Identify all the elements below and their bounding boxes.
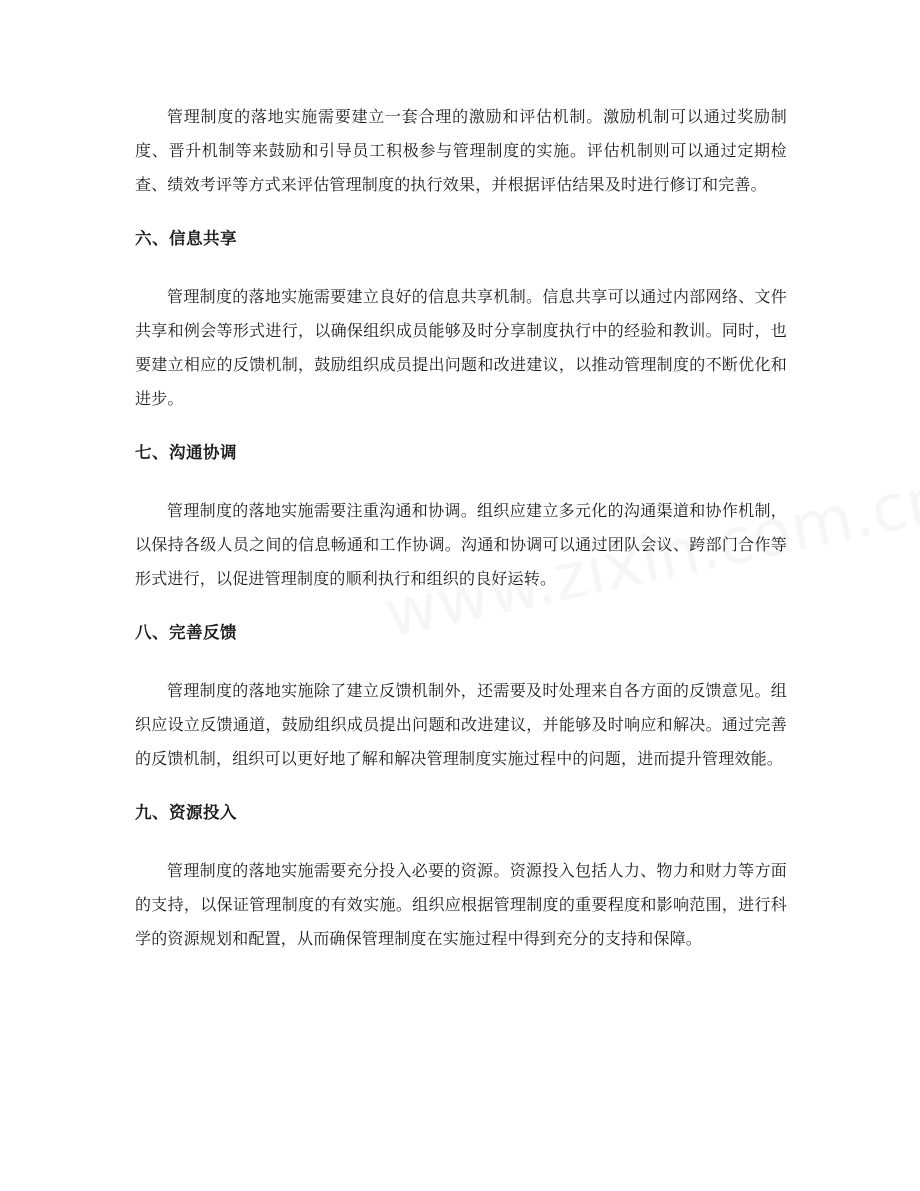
heading-resource-investment: 九、资源投入 <box>135 803 237 822</box>
paragraph-resource-investment: 管理制度的落地实施需要充分投入必要的资源。资源投入包括人力、物力和财力等方面的支持，以保证管理制度的有效实施。组织应根据管理制度的重要程度和影响范围，进行科学的资源规划和配置，从而确保管理制度在实施过程中得到充分的支持和保障。 <box>135 861 787 948</box>
heading-information-sharing: 六、信息共享 <box>135 229 237 248</box>
heading-feedback: 八、完善反馈 <box>135 623 237 642</box>
document-page <box>135 100 787 981</box>
paragraph-communication: 管理制度的落地实施需要注重沟通和协调。组织应建立多元化的沟通渠道和协作机制，以保持各级人员之间的信息畅通和工作协调。沟通和协调可以通过团队会议、跨部门合作等形式进行，以促进管理制度的顺利执行和组织的良好运转。 <box>135 501 787 588</box>
heading-communication: 七、沟通协调 <box>135 443 237 462</box>
paragraph-information-sharing: 管理制度的落地实施需要建立良好的信息共享机制。信息共享可以通过内部网络、文件共享和例会等形式进行，以确保组织成员能够及时分享制度执行中的经验和教训。同时，也要建立相应的反馈机制，鼓励组织成员提出问题和改进建议，以推动管理制度的不断优化和进步。 <box>135 287 787 408</box>
paragraph-feedback: 管理制度的落地实施除了建立反馈机制外，还需要及时处理来自各方面的反馈意见。组织应设立反馈通道，鼓励组织成员提出问题和改进建议，并能够及时响应和解决。通过完善的反馈机制，组织可以更好地了解和解决管理制度实施过程中的问题，进而提升管理效能。 <box>135 681 787 768</box>
paragraph-incentive-evaluation: 管理制度的落地实施需要建立一套合理的激励和评估机制。激励机制可以通过奖励制度、晋升机制等来鼓励和引导员工积极参与管理制度的实施。评估机制则可以通过定期检查、绩效考评等方式来评估管理制度的执行效果，并根据评估结果及时进行修订和完善。 <box>135 107 787 194</box>
